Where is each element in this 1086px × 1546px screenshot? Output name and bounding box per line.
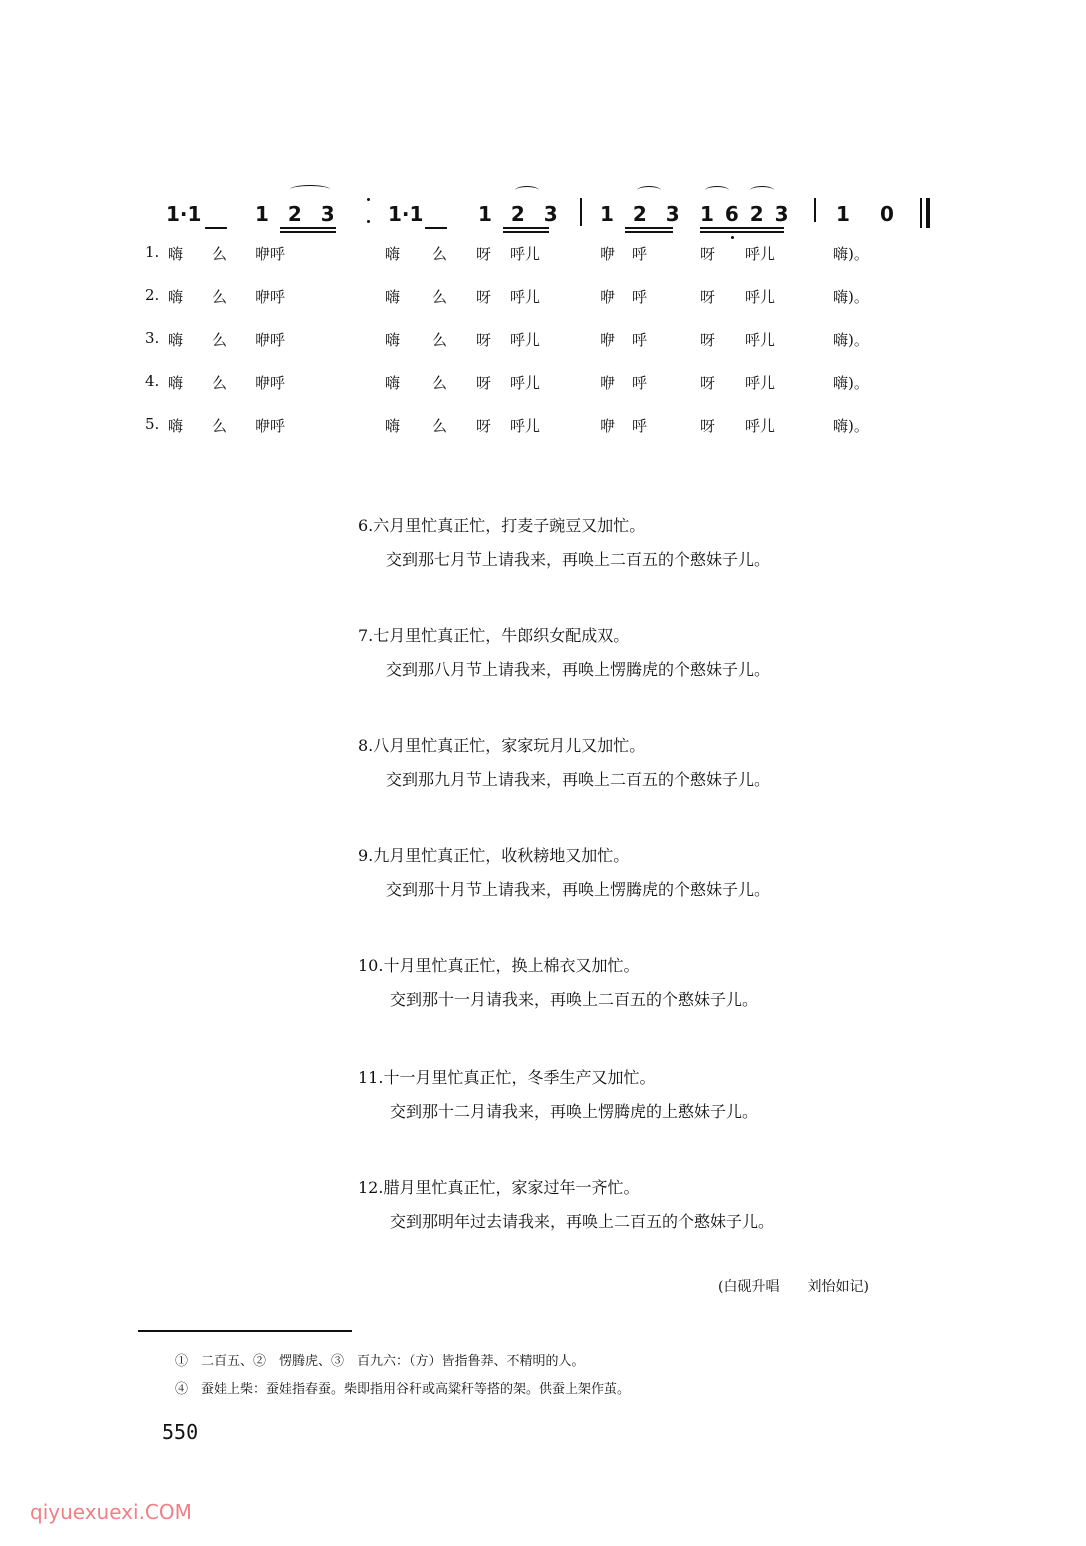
barline-dot [367, 220, 370, 223]
lyric-syllable: 呼儿 [745, 245, 776, 263]
lyric-syllable: 咿呼 [255, 331, 286, 349]
underline [205, 227, 227, 229]
verse-line-2: 交到那明年过去请我来，再唤上二百五的个憨妹子儿。 [390, 1212, 775, 1231]
underline [503, 231, 549, 233]
page-number: 550 [162, 1420, 199, 1444]
footnote-rule [138, 1330, 352, 1332]
lyric-syllable: 嗨 [385, 417, 401, 435]
lyric-syllable: 么 [212, 417, 228, 435]
lyric-row-number: 2. [145, 286, 160, 304]
lyric-syllable: 嗨)。 [833, 331, 869, 349]
lyric-syllable: 呼 [632, 374, 648, 392]
lyric-syllable: 嗨)。 [833, 288, 869, 306]
lyric-syllable: 呼儿 [510, 288, 541, 306]
lyric-syllable: 呼 [632, 245, 648, 263]
verse-line-2: 交到那七月节上请我来，再唤上二百五的个憨妹子儿。 [386, 550, 771, 569]
lyric-syllable: 么 [212, 374, 228, 392]
verse-line-1: 6.六月里忙真正忙，打麦子豌豆又加忙。 [358, 516, 646, 535]
verse-line-1: 7.七月里忙真正忙，牛郎织女配成双。 [358, 626, 630, 645]
lyric-syllable: 呀 [700, 288, 716, 306]
slur-mark [637, 186, 661, 195]
final-barline-thick [926, 198, 930, 228]
lyric-syllable: 嗨 [385, 245, 401, 263]
note-group: 1·1 [388, 202, 424, 226]
lyric-syllable: 呀 [700, 417, 716, 435]
footnote-1: ① 二百五、② 愣腾虎、③ 百九六：（方）皆指鲁莽、不精明的人。 [175, 1354, 585, 1369]
final-barline-thin [920, 198, 922, 228]
lyric-syllable: 呼儿 [510, 331, 541, 349]
lyric-syllable: 咿 [600, 374, 616, 392]
verse-line-2: 交到那九月节上请我来，再唤上二百五的个憨妹子儿。 [386, 770, 771, 789]
note-group: 1 2 3 [600, 202, 686, 226]
slur-mark [705, 186, 729, 195]
lyric-syllable: 么 [212, 331, 228, 349]
lyric-syllable: 么 [432, 374, 448, 392]
performer-credit: (白砚升唱 刘怡如记) [718, 1279, 869, 1295]
note-group: 1 2 3 [255, 202, 341, 226]
verse-line-2: 交到那十一月请我来，再唤上二百五的个憨妹子儿。 [390, 990, 759, 1009]
lyric-syllable: 咿 [600, 288, 616, 306]
verse-line-1: 11.十一月里忙真正忙，冬季生产又加忙。 [358, 1068, 656, 1087]
footnote-2: ④ 蚕娃上柴：蚕娃指春蚕。柴即指用谷秆或高粱秆等搭的架。供蚕上架作茧。 [175, 1382, 631, 1397]
verse-line-2: 交到那十月节上请我来，再唤上愣腾虎的个憨妹子儿。 [386, 880, 771, 899]
note-group: 1 2 3 [478, 202, 564, 226]
lyric-row-number: 4. [145, 372, 160, 390]
lyric-syllable: 咿呼 [255, 417, 286, 435]
lyric-syllable: 呼儿 [745, 374, 776, 392]
lyric-syllable: 嗨 [168, 288, 184, 306]
lyric-syllable: 么 [212, 245, 228, 263]
lyric-syllable: 嗨)。 [833, 417, 869, 435]
lyric-syllable: 呀 [476, 374, 492, 392]
lyric-row-number: 3. [145, 329, 160, 347]
underline [700, 227, 784, 229]
verse-line-1: 8.八月里忙真正忙，家家玩月儿又加忙。 [358, 736, 646, 755]
lyric-syllable: 咿 [600, 245, 616, 263]
note-group: 1 6 2 3 [700, 202, 791, 226]
lyric-syllable: 呼儿 [510, 374, 541, 392]
lyric-syllable: 呼 [632, 288, 648, 306]
note-group: 1·1 [166, 202, 202, 226]
slur-mark [750, 186, 774, 195]
lyric-syllable: 呼儿 [510, 245, 541, 263]
note-group: 1 [836, 202, 850, 226]
lyric-syllable: 么 [212, 288, 228, 306]
lyric-syllable: 嗨 [385, 331, 401, 349]
underline [700, 231, 784, 233]
lyric-syllable: 咿 [600, 417, 616, 435]
underline [625, 231, 673, 233]
underline [625, 227, 673, 229]
underline [280, 231, 336, 233]
lyric-row-number: 1. [145, 243, 160, 261]
verse-line-1: 10.十月里忙真正忙，换上棉衣又加忙。 [358, 956, 640, 975]
slur-mark [515, 186, 539, 195]
lyric-syllable: 呀 [700, 331, 716, 349]
lyric-syllable: 嗨 [168, 374, 184, 392]
lyric-syllable: 呀 [700, 374, 716, 392]
lyric-syllable: 么 [432, 245, 448, 263]
watermark-text: qiyuexuexi.COM [30, 1500, 192, 1524]
lyric-syllable: 嗨 [385, 288, 401, 306]
lyric-syllable: 嗨)。 [833, 245, 869, 263]
verse-line-1: 12.腊月里忙真正忙，家家过年一齐忙。 [358, 1178, 640, 1197]
lyric-syllable: 咿呼 [255, 245, 286, 263]
lyric-syllable: 嗨)。 [833, 374, 869, 392]
underline [503, 227, 549, 229]
note-group: 0 [880, 202, 894, 226]
underline [280, 227, 336, 229]
lyric-syllable: 呼儿 [745, 331, 776, 349]
lyric-syllable: 呼儿 [745, 288, 776, 306]
lyric-syllable: 嗨 [168, 331, 184, 349]
barline-dot [367, 198, 370, 201]
underline [425, 227, 447, 229]
slur-mark [290, 185, 330, 194]
lyric-syllable: 呀 [476, 331, 492, 349]
lyric-syllable: 呀 [700, 245, 716, 263]
lyric-syllable: 呼儿 [510, 417, 541, 435]
lyric-syllable: 嗨 [168, 417, 184, 435]
lyric-syllable: 呀 [476, 245, 492, 263]
lyric-syllable: 么 [432, 288, 448, 306]
lyric-syllable: 咿呼 [255, 374, 286, 392]
barline [580, 198, 582, 226]
lyric-syllable: 咿呼 [255, 288, 286, 306]
lyric-syllable: 么 [432, 417, 448, 435]
verse-line-2: 交到那八月节上请我来，再唤上愣腾虎的个憨妹子儿。 [386, 660, 771, 679]
lyric-syllable: 嗨 [168, 245, 184, 263]
lyric-syllable: 呀 [476, 288, 492, 306]
lyric-syllable: 呼 [632, 417, 648, 435]
lyric-syllable: 么 [432, 331, 448, 349]
lyric-syllable: 呀 [476, 417, 492, 435]
octave-dot [731, 236, 734, 239]
lyric-row-number: 5. [145, 415, 160, 433]
verse-line-1: 9.九月里忙真正忙，收秋耪地又加忙。 [358, 846, 630, 865]
lyric-syllable: 咿 [600, 331, 616, 349]
barline [814, 198, 816, 222]
verse-line-2: 交到那十二月请我来，再唤上愣腾虎的上憨妹子儿。 [390, 1102, 759, 1121]
lyric-syllable: 呼儿 [745, 417, 776, 435]
lyric-syllable: 嗨 [385, 374, 401, 392]
lyric-syllable: 呼 [632, 331, 648, 349]
